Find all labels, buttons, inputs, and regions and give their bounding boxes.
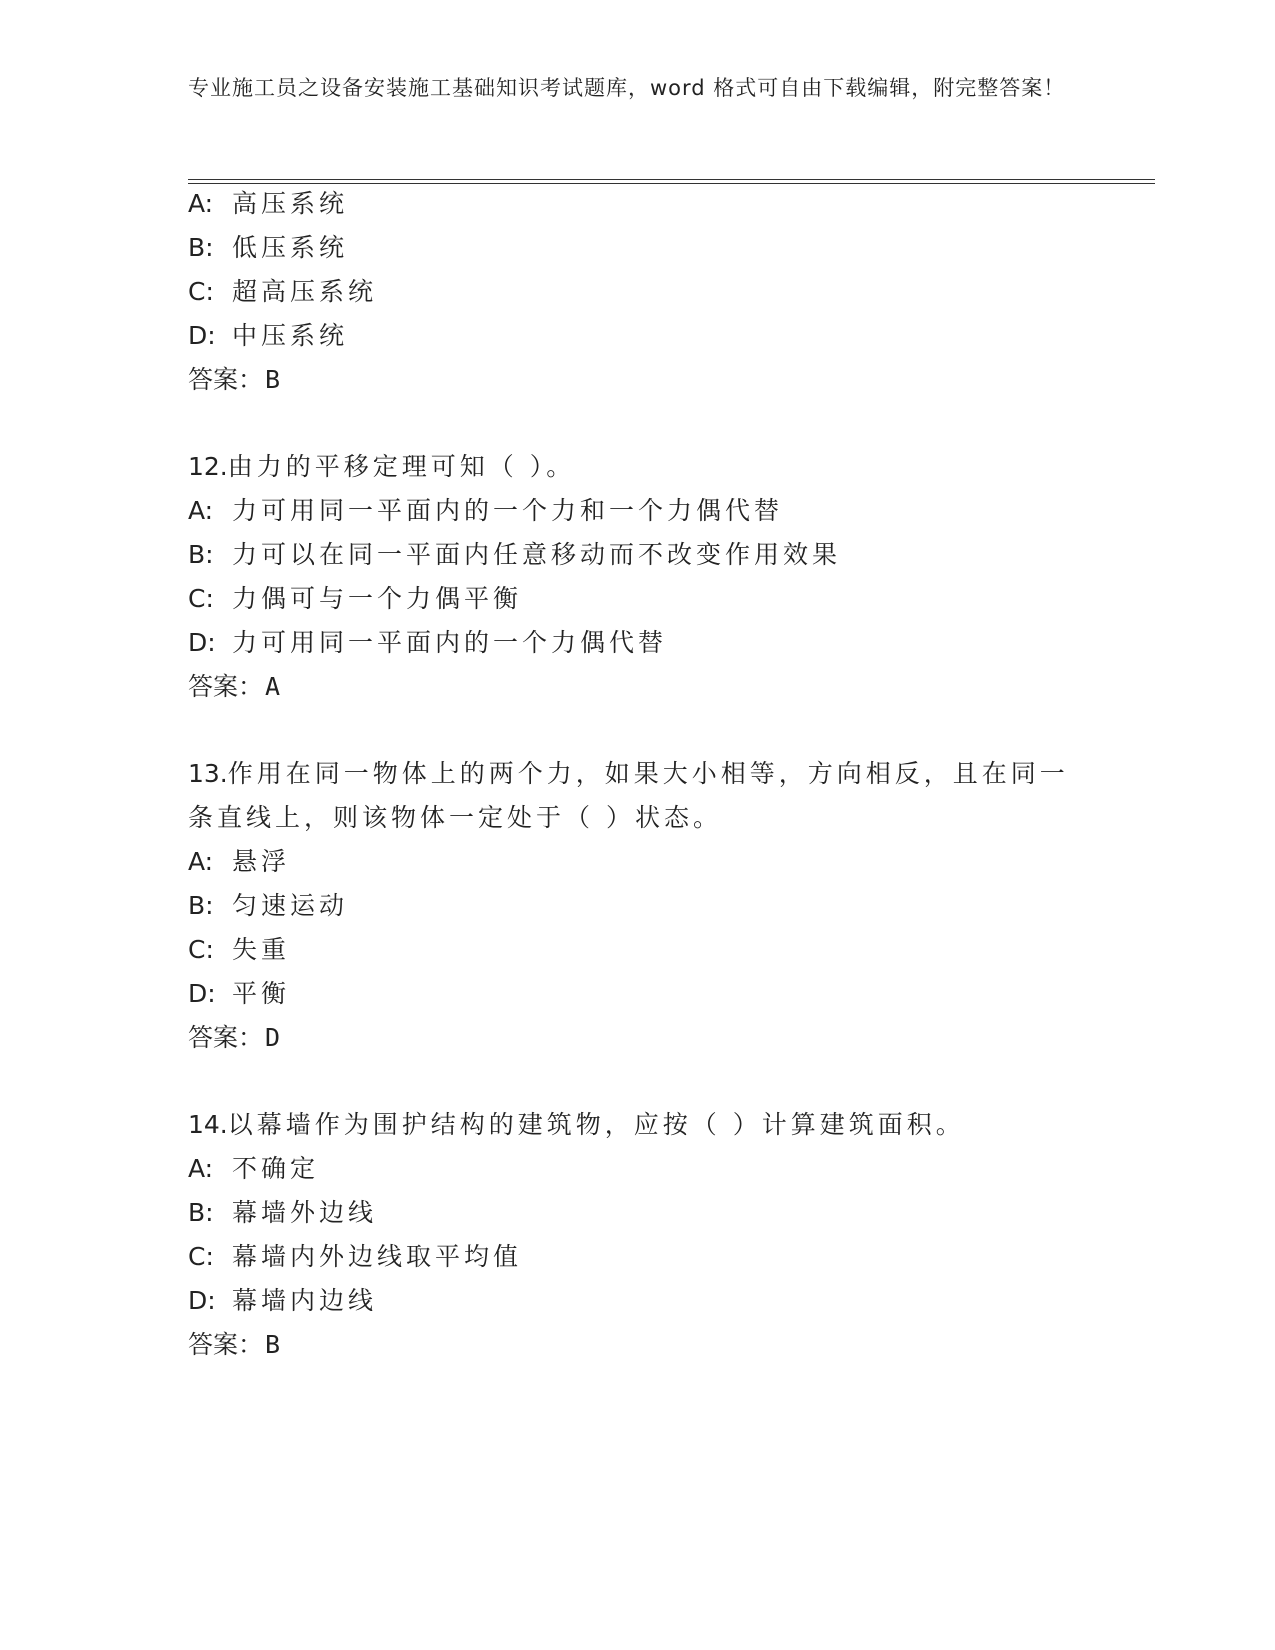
option-text: 幕墙外边线: [232, 1198, 378, 1227]
answer-value: B: [265, 1330, 281, 1359]
option-key: B:: [188, 540, 214, 569]
answer-label: 答案：: [188, 365, 264, 394]
answer-value: A: [265, 672, 281, 701]
q13-stem-line1: [188, 759, 1069, 789]
option-text: 中压系统: [232, 321, 349, 350]
option-key: C:: [188, 935, 214, 964]
answer-label: 答案：: [188, 672, 264, 701]
option-text: 高压系统: [232, 189, 349, 218]
answer-label: 答案：: [188, 1023, 264, 1052]
q14-option-a: [188, 1154, 319, 1184]
header-divider-bottom: [188, 183, 1155, 184]
q11-option-a: [188, 189, 348, 219]
option-key: B:: [188, 1198, 214, 1227]
q11-answer: [188, 365, 280, 395]
option-key: B:: [188, 891, 214, 920]
q12-option-c: [188, 584, 522, 614]
document-header-title: 专业施工员之设备安装施工基础知识考试题库，word 格式可自由下载编辑，附完整答案！: [188, 76, 1066, 100]
question-text: 由力的平移定理可知（ ）。: [227, 452, 576, 481]
answer-value: D: [265, 1023, 281, 1052]
option-text: 力可用同一平面内的一个力和一个力偶代替: [232, 496, 784, 525]
option-text: 平衡: [232, 979, 291, 1008]
question-text: 以幕墙作为围护结构的建筑物，应按（ ）计算建筑面积。: [227, 1110, 965, 1139]
question-text: 作用在同一物体上的两个力，如果大小相等，方向相反，且在同一: [227, 759, 1069, 788]
option-key: B:: [188, 233, 214, 262]
q13-answer: [188, 1023, 280, 1053]
option-text: 失重: [232, 935, 291, 964]
q14-answer: [188, 1330, 280, 1360]
option-key: A:: [188, 189, 214, 218]
q14-option-c: [188, 1242, 522, 1272]
option-text: 幕墙内外边线取平均值: [232, 1242, 523, 1271]
option-text: 力可以在同一平面内任意移动而不改变作用效果: [232, 540, 842, 569]
q13-option-c: [188, 935, 290, 965]
header-divider-top: [188, 179, 1155, 180]
option-text: 不确定: [232, 1154, 320, 1183]
option-key: D:: [188, 628, 216, 657]
option-key: A:: [188, 1154, 214, 1183]
q13-option-d: [188, 979, 290, 1009]
q12-option-b: [188, 540, 841, 570]
option-text: 匀速运动: [232, 891, 349, 920]
option-text: 悬浮: [232, 847, 291, 876]
question-number: 12.: [188, 452, 228, 481]
q13-option-b: [188, 891, 348, 921]
option-text: 超高压系统: [232, 277, 378, 306]
q12-answer: [188, 672, 280, 702]
option-key: D:: [188, 1286, 216, 1315]
q11-option-d: [188, 321, 348, 351]
q13-stem-line2: [188, 803, 722, 833]
question-text: 条直线上，则该物体一定处于（ ）状态。: [188, 803, 722, 832]
q12-option-a: [188, 496, 783, 526]
option-text: 低压系统: [232, 233, 349, 262]
q11-option-c: [188, 277, 377, 307]
option-key: C:: [188, 277, 214, 306]
option-text: 幕墙内边线: [232, 1286, 378, 1315]
q12-stem: [188, 452, 575, 482]
option-text: 力可用同一平面内的一个力偶代替: [232, 628, 668, 657]
q14-option-d: [188, 1286, 377, 1316]
q12-option-d: [188, 628, 667, 658]
option-key: C:: [188, 1242, 214, 1271]
option-key: A:: [188, 496, 214, 525]
option-key: D:: [188, 321, 216, 350]
q11-option-b: [188, 233, 348, 263]
option-key: C:: [188, 584, 214, 613]
question-number: 14.: [188, 1110, 228, 1139]
answer-label: 答案：: [188, 1330, 264, 1359]
q13-option-a: [188, 847, 290, 877]
option-key: D:: [188, 979, 216, 1008]
answer-value: B: [265, 365, 281, 394]
q14-option-b: [188, 1198, 377, 1228]
question-number: 13.: [188, 759, 228, 788]
q14-stem: [188, 1110, 965, 1140]
option-key: A:: [188, 847, 214, 876]
option-text: 力偶可与一个力偶平衡: [232, 584, 523, 613]
